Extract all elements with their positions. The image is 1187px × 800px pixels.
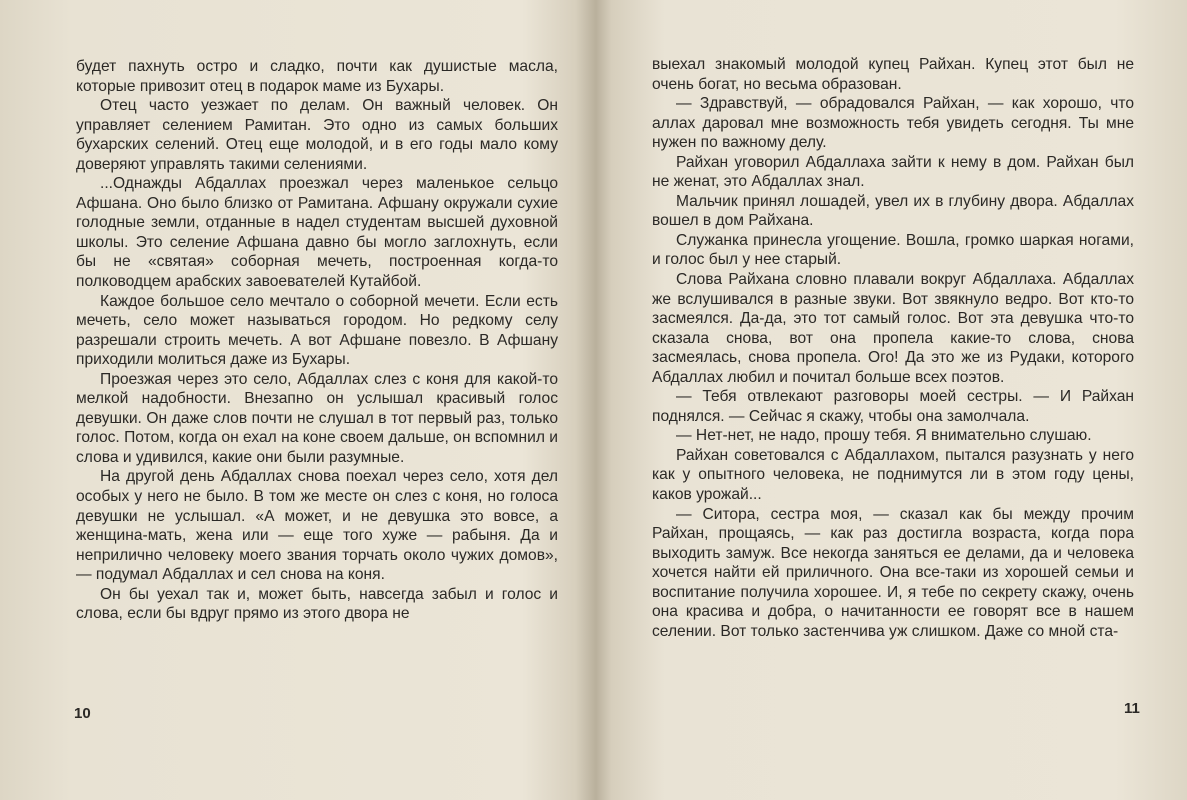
paragraph: Мальчик принял лошадей, увел их в глубину двора. Абдаллах вошел в дом Райхана. [652, 192, 1134, 230]
paragraph: — Ситора, сестра моя, — сказал как бы между прочим Райхан, прощаясь, — как раз достигла возраста, когда пора выходить замуж. Все некогда заняться ее делами, да и человека хочется найти ей приличного. Она все-таки из хорошей семьи и воспитание получила хорошее. И, я тебе по секрету скажу, очень она красива и добра, о начитанности ее говорят все в нашем селении. Вот только застенчива уж слишком. Даже со мной ста- [652, 505, 1134, 640]
page-number: 10 [74, 705, 91, 722]
paragraph: будет пахнуть остро и сладко, почти как душистые масла, которые привозит отец в подарок маме из Бухары. [76, 58, 558, 95]
paragraph: ...Однажды Абдаллах проезжал через маленькое сельцо Афшана. Оно было близко от Рамитана. Афшану окружали сухие голодные земли, отданные в надел студентам высшей духовной школы. Это селение Афшана давно бы могло заглохнуть, если бы не «святая» соборная мечеть, построенная когда-то полководцем арабских завоевателей Кутайбой. [76, 175, 558, 291]
paragraph: Служанка принесла угощение. Вошла, громко шаркая ногами, и голос был у нее старый. [652, 231, 1134, 269]
paragraph: Слова Райхана словно плавали вокруг Абдаллаха. Абдаллах же вслушивался в разные звуки. Вот звякнуло ведро. Вот кто-то засмеялся. Да-да, это тот самый голос. Вот эта девушка что-то сказала снова, вот она пропела какие-то слова, снова засмеялась, снова пропела. Ого! Да это же из Рудаки, которого Абдаллах любил и почитал больше всех поэтов. [652, 271, 1134, 386]
paragraph: — Нет-нет, не надо, прошу тебя. Я внимательно слушаю. [676, 427, 1092, 445]
paragraph: Каждое большое село мечтало о соборной мечети. Если есть мечеть, село может называться городом. Но редкому селу разрешали строить мечеть. А вот Афшане повезло. В Афшану приходили молиться даже из Бухары. [76, 292, 558, 369]
paragraph: выехал знакомый молодой купец Райхан. Купец этот был не очень богат, но весьма образован. [652, 56, 1134, 93]
paragraph: — Тебя отвлекают разговоры моей сестры. — И Райхан поднялся. — Сейчас я скажу, чтобы она замолчала. [652, 388, 1134, 425]
paragraph: — Здравствуй, — обрадовался Райхан, — как хорошо, что аллах даровал мне возможность тебя увидеть сегодня. Ты мне нужен по важному делу. [652, 95, 1134, 152]
page-number: 11 [1124, 700, 1140, 717]
paragraph: Отец часто уезжает по делам. Он важный человек. Он управляет селением Рамитан. Это одно из самых больших бухарских селений. Отец еще молодой, и в его годы мало кому доверяют управлять такими селениями. [76, 97, 558, 173]
right-page [594, 0, 1187, 800]
paragraph: Райхан советовался с Абдаллахом, пытался разузнать у него как у опытного человека, не поднимутся ли в этом году цены, каков урожай... [652, 446, 1134, 504]
paragraph: Он бы уехал так и, может быть, навсегда забыл и голос и слова, если бы вдруг прямо из этого двора не [76, 585, 558, 623]
paragraph: Райхан уговорил Абдаллаха зайти к нему в дом. Райхан был не женат, это Абдаллах знал. [652, 153, 1134, 191]
paragraph: На другой день Абдаллах снова поехал через село, хотя дел особых у него не было. В том же месте он слез с коня, но голоса девушки не услышал. «А может, и не девушка это вовсе, а женщина-мать, жена или — еще того хуже — рабыня. Да и неприлично человеку моего звания торчать около чужих домов», — подумал Абдаллах и сел снова на коня. [76, 468, 558, 584]
paragraph: Проезжая через это село, Абдаллах слез с коня для какой-то мелкой надобности. Внезапно он услышал красивый голос девушки. Он даже слов почти не слушал в тот первый раз, только голос. Потом, когда он ехал на коне своем дальше, он вспомнил и слова и удивился, какие они были разумные. [76, 370, 558, 466]
left-page-text [76, 57, 558, 624]
right-page-text [652, 55, 1134, 641]
